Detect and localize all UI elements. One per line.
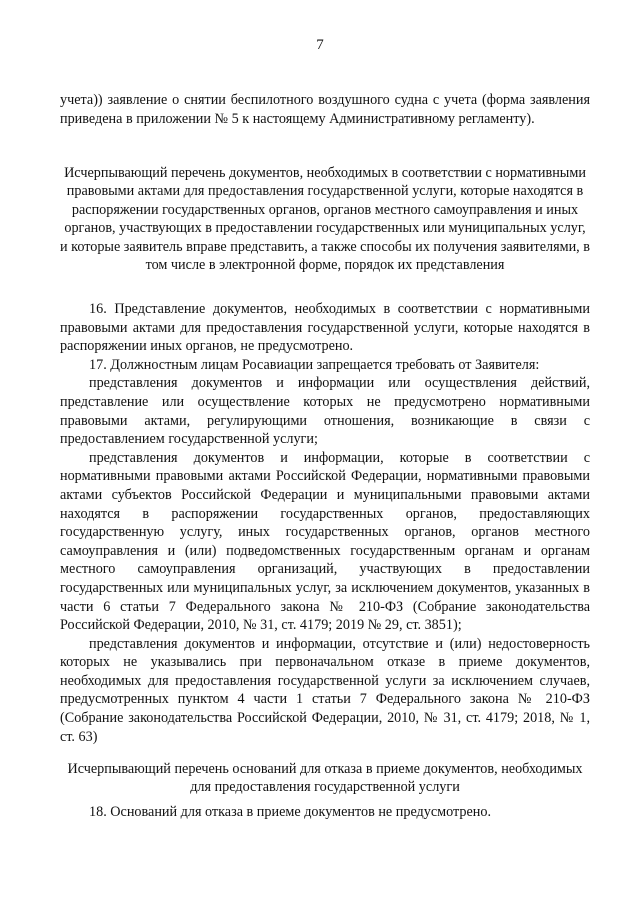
paragraph-17-item-3: представления документов и информации, отсутствие и (или) недостоверность которых не указывались при первоначальном отказе в приеме документов, необходимых для предоставления государственной услуги за исключением случаев, предусмотренных пунктом 4 части 1 статьи 7 Федерального закона № 210-ФЗ (Собрание законодательства Российской Федерации, 2010, № 31, ст. 4179; 2018, № 1, ст. 63) [60, 635, 590, 745]
paragraph-18-block [60, 803, 590, 822]
intro-paragraph-block [60, 91, 590, 128]
page-number: 7 [316, 37, 324, 53]
paragraph-17-item-2: представления документов и информации, которые в соответствии с нормативными правовыми актами Российской Федерации, нормативными правовыми актами субъектов Российской Федерации и муниципальными правовыми актами находятся в распоряжении государственных органов, предоставляющих государственную услугу, иных государственных органов, органов местного самоуправления и (или) подведомственных государственным органам и органам местного самоуправления организаций, участвующих в предоставлении государственных или муниципальных услуг, за исключением документов, указанных в части 6 статьи 7 Федерального закона № 210-ФЗ (Собрание законодательства Российской Федерации, 2010, № 31, ст. 4179; 2019 № 29, ст. 3851); [60, 449, 590, 634]
section-heading-refusal-grounds: Исчерпывающий перечень оснований для отказа в приеме документов, необходимых для предоставления государственной услуги [67, 761, 583, 796]
intro-paragraph: учета)) заявление о снятии беспилотного воздушного судна с учета (форма заявления приведена в приложении № 5 к настоящему Административному регламенту). [60, 92, 590, 127]
paragraph-16: 16. Представление документов, необходимых в соответствии с нормативными правовыми актами для предоставления государственной услуги, которые находятся в распоряжении иных органов, не предусмотрено. [60, 301, 590, 355]
section-heading-documents: Исчерпывающий перечень документов, необходимых в соответствии с нормативными правовыми актами для предоставления государственной услуги, которые находятся в распоряжении государственных органов, органов местного самоуправления и иных органов, участвующих в предоставлении государственных или муниципальных услуг, и которые заявитель вправе представить, а также способы их получения заявителями, в том числе в электронной форме, порядок их представления [60, 165, 590, 274]
main-text-block [60, 300, 590, 746]
paragraph-18: 18. Оснований для отказа в приеме документов не предусмотрено. [89, 804, 492, 820]
paragraph-17: 17. Должностным лицам Росавиации запрещается требовать от Заявителя: [89, 356, 540, 373]
paragraph-17-item-1: представления документов и информации или осуществления действий, представление или осуществление которых не предусмотрено нормативными правовыми актами, регулирующими отношения, возникающие в связи с предоставлением государственной услуги; [60, 375, 590, 448]
